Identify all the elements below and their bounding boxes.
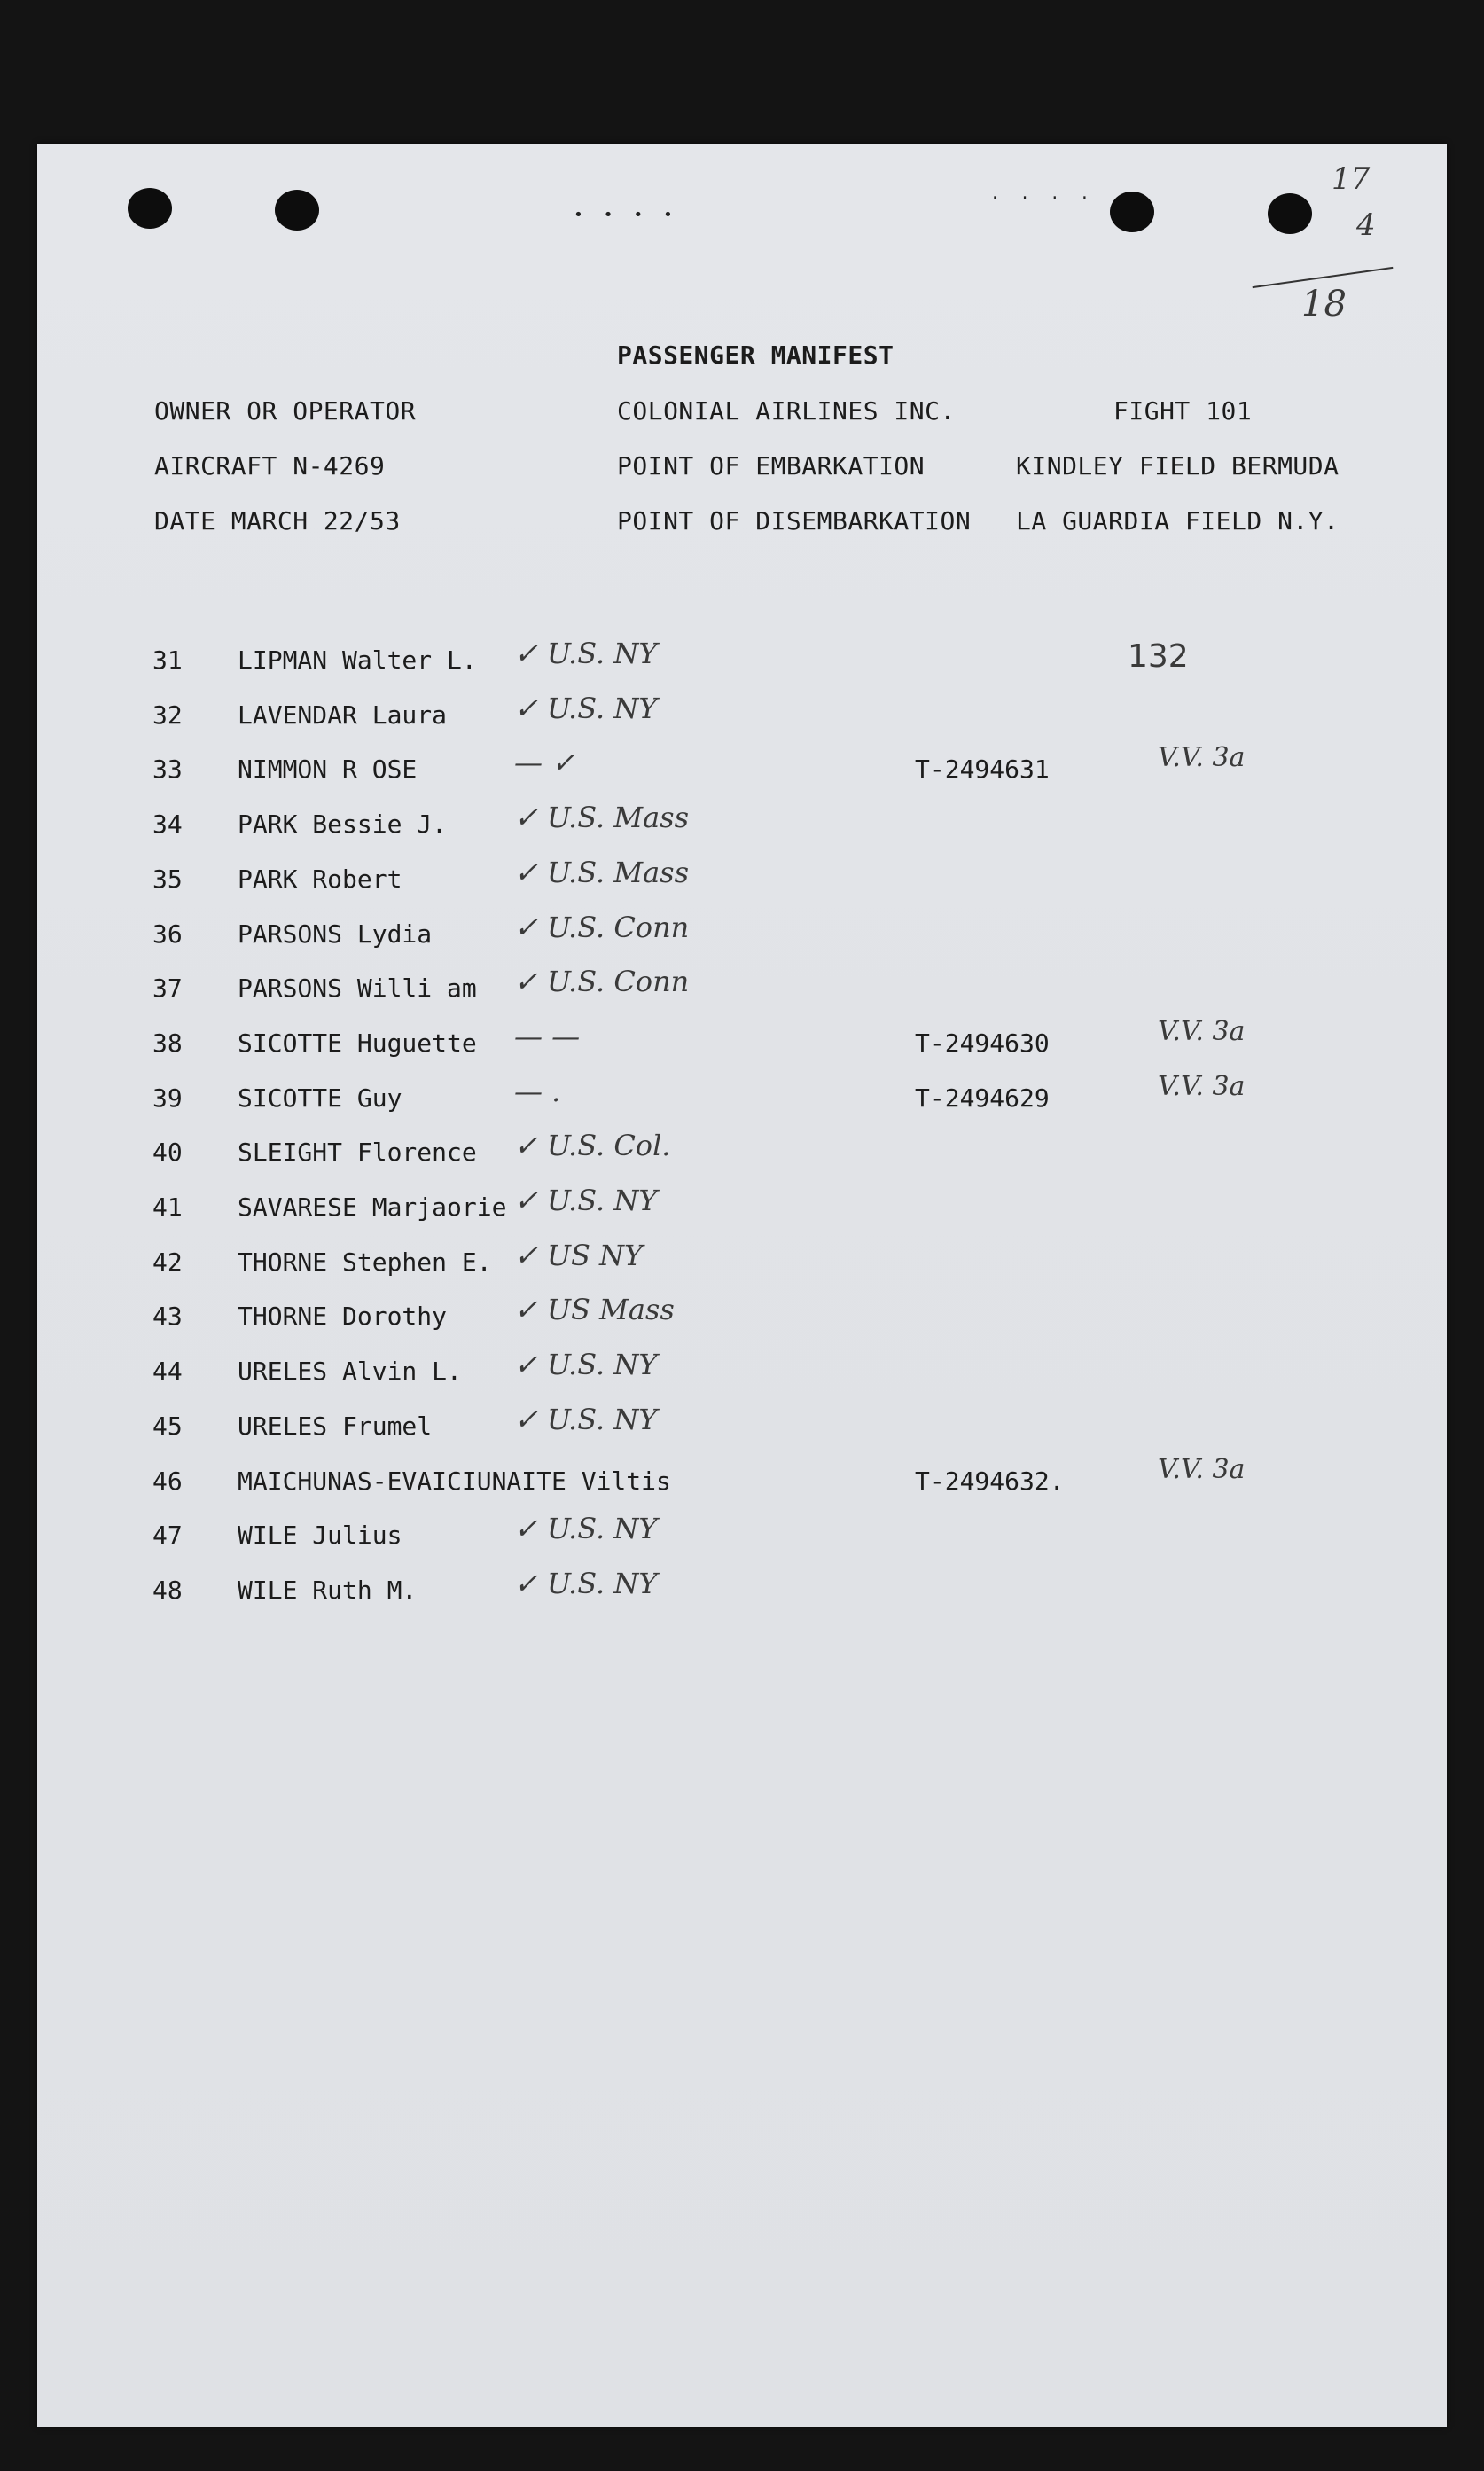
passenger-note: ✓ US Mass — [514, 1293, 675, 1326]
corner-note-bottom: 18 — [1301, 284, 1347, 325]
passenger-num: 40 — [152, 1138, 183, 1167]
passenger-name: URELES Frumel — [238, 1411, 433, 1441]
passenger-name: SICOTTE Guy — [238, 1083, 402, 1113]
passenger-note: ✓ U.S. NY — [514, 637, 658, 670]
passenger-note: ✓ U.S. NY — [514, 692, 658, 725]
passenger-ticket: T-2494630 — [915, 1028, 1050, 1058]
speck-marks: • • • • — [574, 206, 678, 224]
aircraft: AIRCRAFT N-4269 — [154, 451, 386, 481]
passenger-num: 38 — [152, 1028, 183, 1058]
passenger-num: 47 — [152, 1521, 183, 1550]
passenger-name: THORNE Dorothy — [238, 1302, 448, 1331]
manifest-title: PASSENGER MANIFEST — [617, 340, 894, 370]
passenger-note: ✓ U.S. Conn — [514, 911, 690, 944]
passenger-num: 43 — [152, 1302, 183, 1331]
passenger-name: PARK Bessie J. — [238, 809, 448, 839]
passenger-ticket: T-2494631 — [915, 755, 1050, 784]
passenger-note: — — — [514, 1020, 581, 1053]
date: DATE MARCH 22/53 — [154, 506, 401, 536]
passenger-note: ✓ US NY — [514, 1239, 644, 1272]
passenger-num: 36 — [152, 919, 183, 949]
passenger-name: SAVARESE Marjaorie — [238, 1192, 507, 1222]
punch-hole — [275, 190, 319, 231]
passenger-name: PARSONS Lydia — [238, 919, 433, 949]
passenger-num: 31 — [152, 645, 183, 675]
passenger-name: LIPMAN Walter L. — [238, 645, 477, 675]
passenger-num: 42 — [152, 1247, 183, 1277]
passenger-name: THORNE Stephen E. — [238, 1247, 492, 1277]
embarkation-value: KINDLEY FIELD BERMUDA — [1016, 451, 1340, 481]
passenger-note: ✓ U.S. Conn — [514, 965, 690, 998]
passenger-name: SLEIGHT Florence — [238, 1138, 477, 1167]
passenger-num: 33 — [152, 755, 183, 784]
passenger-ticket: T-2494632. — [915, 1466, 1065, 1496]
passenger-name: PARSONS Willi am — [238, 974, 477, 1003]
passenger-right: V.V. 3a — [1158, 1071, 1246, 1102]
punch-hole — [1110, 192, 1154, 232]
passenger-right: V.V. 3a — [1158, 742, 1246, 773]
corner-note-top: 17 — [1332, 161, 1371, 197]
embarkation-label: POINT OF EMBARKATION — [617, 451, 926, 481]
passenger-name: URELES Alvin L. — [238, 1357, 462, 1386]
passenger-num: 41 — [152, 1192, 183, 1222]
passenger-note: ✓ U.S. NY — [514, 1567, 658, 1600]
passenger-note: ✓ U.S. Col. — [514, 1129, 671, 1162]
passenger-num: 48 — [152, 1576, 183, 1605]
passenger-note: ✓ U.S. NY — [514, 1184, 658, 1217]
passenger-note: — . — [514, 1075, 561, 1108]
passenger-num: 39 — [152, 1083, 183, 1113]
disembarkation-label: POINT OF DISEMBARKATION — [617, 506, 972, 536]
disembarkation-value: LA GUARDIA FIELD N.Y. — [1016, 506, 1340, 536]
passenger-name: WILE Julius — [238, 1521, 402, 1550]
corner-note-mid: 4 — [1356, 207, 1376, 243]
passenger-name: PARK Robert — [238, 864, 402, 894]
passenger-note: ✓ U.S. NY — [514, 1403, 658, 1436]
page-count: 132 — [1128, 638, 1189, 675]
passenger-note: ✓ U.S. Mass — [514, 801, 689, 834]
passenger-num: 45 — [152, 1411, 183, 1441]
passenger-name: MAICHUNAS-EVAICIUNAITE Viltis — [238, 1466, 671, 1496]
punch-hole — [1268, 193, 1312, 234]
passenger-name: LAVENDAR Laura — [238, 700, 448, 730]
passenger-note: ✓ U.S. NY — [514, 1512, 658, 1545]
passenger-num: 32 — [152, 700, 183, 730]
passenger-note: ✓ U.S. Mass — [514, 856, 689, 889]
passenger-note: ✓ U.S. NY — [514, 1348, 658, 1381]
passenger-ticket: T-2494629 — [915, 1083, 1050, 1113]
passenger-num: 37 — [152, 974, 183, 1003]
passenger-name: WILE Ruth M. — [238, 1576, 418, 1605]
passenger-right: V.V. 3a — [1158, 1016, 1246, 1047]
passenger-num: 35 — [152, 864, 183, 894]
passenger-name: NIMMON R OSE — [238, 755, 418, 784]
passenger-num: 34 — [152, 809, 183, 839]
punch-hole — [128, 188, 172, 229]
owner-value: COLONIAL AIRLINES INC. — [617, 396, 956, 426]
passenger-name: SICOTTE Huguette — [238, 1028, 477, 1058]
passenger-note: — ✓ — [514, 746, 575, 779]
passenger-num: 46 — [152, 1466, 183, 1496]
speck-marks: . . . . — [990, 184, 1095, 203]
manifest-page — [37, 144, 1447, 2427]
passenger-right: V.V. 3a — [1158, 1454, 1246, 1485]
passenger-num: 44 — [152, 1357, 183, 1386]
owner-label: OWNER OR OPERATOR — [154, 396, 417, 426]
flight-number: FIGHT 101 — [1113, 396, 1253, 426]
